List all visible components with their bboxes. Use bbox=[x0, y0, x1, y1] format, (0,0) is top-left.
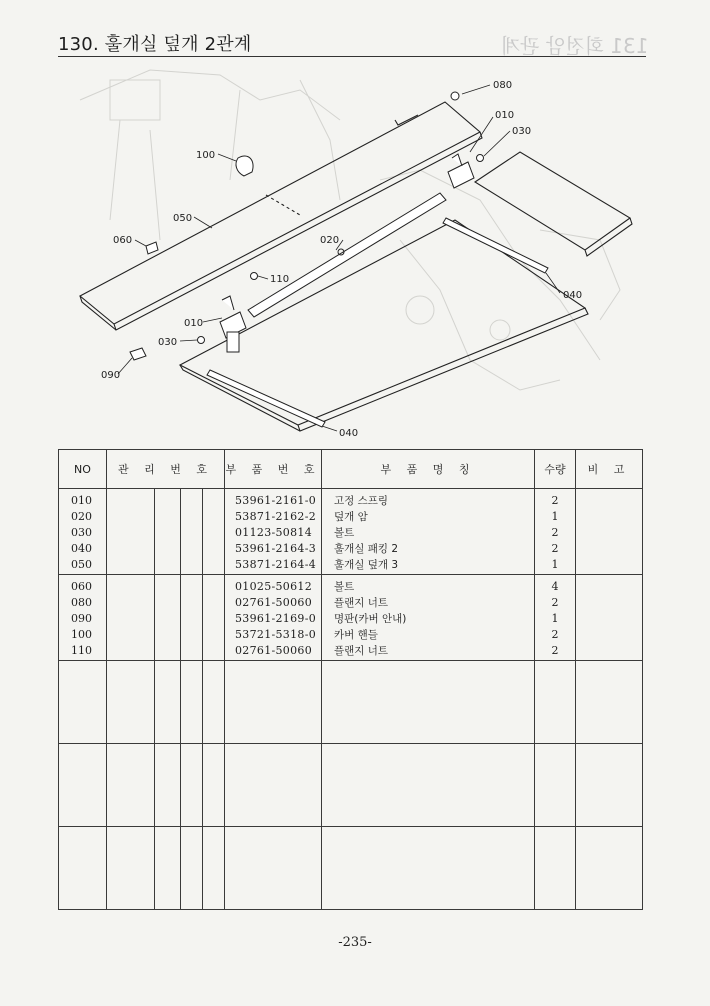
row-part-number: 53721-5318-0 bbox=[235, 628, 317, 641]
table-row-group-empty bbox=[59, 744, 643, 827]
callout-label: 030 bbox=[158, 337, 178, 348]
row-part-number: 53871-2162-2 bbox=[235, 510, 317, 523]
row-no: 060 bbox=[71, 580, 92, 593]
row-no: 010 bbox=[71, 494, 92, 507]
callout-label: 050 bbox=[173, 213, 193, 224]
row-quantity: 4 bbox=[551, 580, 559, 593]
row-part-name: 볼트 bbox=[334, 581, 355, 593]
exploded-parts-diagram bbox=[0, 60, 710, 445]
row-part-number: 02761-50060 bbox=[235, 644, 313, 657]
table-row-group-empty bbox=[59, 827, 643, 910]
row-part-number: 01123-50814 bbox=[235, 526, 313, 539]
parts-table bbox=[58, 449, 643, 910]
row-part-number: 53961-2169-0 bbox=[235, 612, 317, 625]
row-part-name: 플랜지 너트 bbox=[334, 597, 389, 609]
callout-label: 100 bbox=[196, 150, 216, 161]
row-quantity: 2 bbox=[551, 628, 559, 641]
header-management-number: 관 리 번 호 bbox=[107, 450, 225, 489]
row-quantity: 2 bbox=[551, 494, 559, 507]
row-quantity: 1 bbox=[551, 558, 559, 571]
bleed-through-text: 131 회전암 관계 bbox=[500, 34, 648, 58]
callout-label: 010 bbox=[495, 110, 515, 121]
row-quantity: 2 bbox=[551, 526, 559, 539]
row-quantity: 2 bbox=[551, 542, 559, 555]
row-part-name: 훌개실 덮개 3 bbox=[334, 559, 399, 571]
callout-label: 040 bbox=[563, 290, 583, 301]
packing-rods bbox=[207, 193, 548, 427]
callout-label: 010 bbox=[184, 318, 204, 329]
row-no: 050 bbox=[71, 558, 92, 571]
row-part-number: 01025-50612 bbox=[235, 580, 313, 593]
cover-right bbox=[475, 152, 632, 256]
row-quantity: 2 bbox=[551, 644, 559, 657]
row-quantity: 1 bbox=[551, 612, 559, 625]
callout-label: 110 bbox=[270, 274, 290, 285]
row-part-number: 53961-2161-0 bbox=[235, 494, 317, 507]
row-part-name: 볼트 bbox=[334, 527, 355, 539]
row-part-name: 고정 스프링 bbox=[334, 495, 389, 507]
callout-label: 020 bbox=[320, 235, 340, 246]
table-header-row bbox=[59, 450, 643, 489]
row-no: 020 bbox=[71, 510, 92, 523]
header-no: NO bbox=[59, 450, 107, 489]
row-part-number: 53871-2164-4 bbox=[235, 558, 317, 571]
row-part-name: 플랜지 너트 bbox=[334, 645, 389, 657]
row-no: 080 bbox=[71, 596, 92, 609]
header-part-number: 부 품 번 호 bbox=[225, 450, 322, 489]
row-part-name: 명판(카버 안내) bbox=[334, 613, 407, 625]
row-part-name: 카버 핸들 bbox=[334, 629, 378, 641]
page-number: -235- bbox=[338, 935, 372, 950]
table-row-group-empty bbox=[59, 661, 643, 744]
row-no: 040 bbox=[71, 542, 92, 555]
table-row-group bbox=[59, 489, 643, 575]
row-part-name: 훌개실 패킹 2 bbox=[334, 543, 399, 555]
row-part-number: 53961-2164-3 bbox=[235, 542, 317, 555]
header-part-name: 부 품 명 칭 bbox=[322, 450, 535, 489]
row-no: 100 bbox=[71, 628, 92, 641]
table-row-group bbox=[59, 575, 643, 661]
header-quantity: 수량 bbox=[535, 450, 576, 489]
callout-label: 060 bbox=[113, 235, 133, 246]
callout-label: 090 bbox=[101, 370, 121, 381]
row-quantity: 2 bbox=[551, 596, 559, 609]
row-no: 090 bbox=[71, 612, 92, 625]
row-no: 030 bbox=[71, 526, 92, 539]
row-part-number: 02761-50060 bbox=[235, 596, 313, 609]
row-no: 110 bbox=[71, 644, 92, 657]
callout-label: 080 bbox=[493, 80, 513, 91]
row-part-name: 덮개 암 bbox=[334, 511, 368, 523]
callout-label: 030 bbox=[512, 126, 532, 137]
page-title: 130. 훌개실 덮개 2관계 bbox=[58, 34, 252, 55]
callout-label: 040 bbox=[339, 428, 359, 439]
row-quantity: 1 bbox=[551, 510, 559, 523]
header-remarks: 비 고 bbox=[576, 450, 643, 489]
